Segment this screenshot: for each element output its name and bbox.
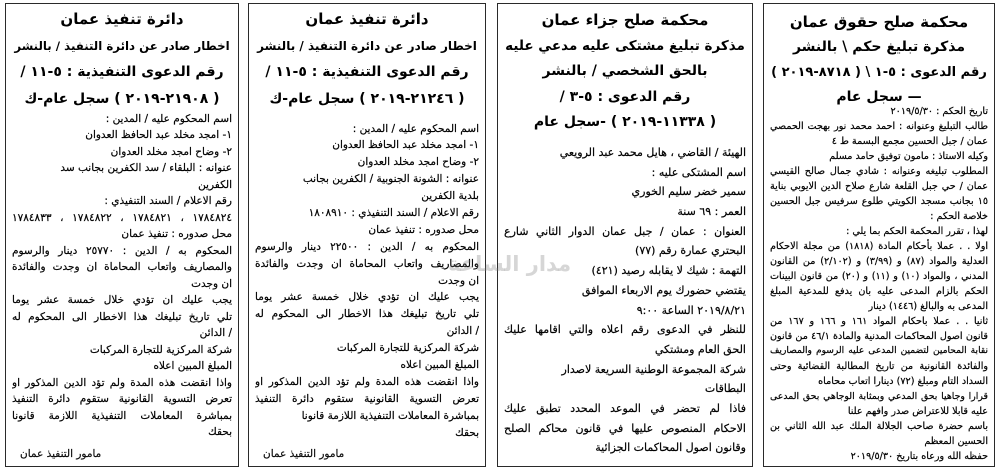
notice-body-line: واذا انقضت هذه المدة ولم تؤد الدين المذكور او <box>12 376 232 389</box>
notice-body-line: الاحكام المنصوص عليها في قانون محاكم الصلح <box>504 421 746 435</box>
notice-body-line: محل صدوره : تنفيذ عمان <box>368 223 479 236</box>
notice-body-line: شركة المركزية للتجارة المركبات <box>89 343 232 356</box>
notice-body-line: تاريخ الحكم : ٢٠١٩/٥/٣٠ <box>890 105 988 117</box>
notice-header-line: محكمة صلح حقوق عمان <box>789 13 969 31</box>
notice-body-line: باسم حضرة صاحب الجلالة الملك عبد الله الثاني بن <box>770 420 988 432</box>
notice-body-line: عمان / حي جبل القلعة شارع صلاح الدين الايوبي بناية <box>770 180 988 192</box>
notice-body-line: طالب التبليغ وعنوانه : احمد محمد نور بهجت الحمصي <box>770 120 988 132</box>
notice-body-line: ١- امجد مخلد عبد الحافظ العدوان <box>85 129 232 142</box>
notice-body-line: اولا . . عملا بأحكام المادة (١٨١٨) من مجلة الاحكام <box>770 240 988 252</box>
notice-body <box>504 143 746 458</box>
notice-body-line: البحتري عمارة رقم (٧٧) <box>635 244 746 258</box>
watermark: مدار الساعة <box>448 252 572 276</box>
notice-body-line: تعرض التسوية القانونية ستقوم دائرة التنفيذ <box>255 392 479 405</box>
notice-body-line: المدني ، والمواد (١٠) و (١١) و (٢٠) من قانون البينات <box>770 270 988 282</box>
notice-body-line: رقم الاعلام / السند التنفيذي : <box>104 195 232 208</box>
notice-body-line: ١٧٨٤٨٢٤ ، ١٧٨٤٨٢١ ، ١٧٨٤٨٢٢ ، ١٧٨٤٨٣٣ <box>12 211 232 224</box>
notice-body-line: المحكوم به / الدين : ٢٥٧٧٠ دينار والرسوم <box>12 244 232 257</box>
notice-body-line: تلي تاريخ تبليغك هذا الاخطار الى المحكوم له <box>255 308 479 321</box>
notice-header <box>504 8 746 136</box>
notice-body-line: ان وجدت <box>191 277 232 290</box>
notice-header <box>255 6 479 112</box>
notice-body-line: الهيئة / القاضي ، هايل محمد عبد الرويعي <box>559 146 746 159</box>
notice-body-line: عنوانه : الشونة الجنوبية / الكفرين بجانب <box>302 173 479 186</box>
notice-body-line: ٢- وضاح امجد مخلد العدوان <box>357 156 479 169</box>
notice-body-line: الحكم بالزام المدعى عليه بان يدفع للمدعية المبلغ <box>770 285 988 297</box>
notice-body-line: عليه قابلا للاعتراض صدر وافهم علنا <box>847 405 988 417</box>
notice-body-line: بلدية الكفرين <box>421 190 479 203</box>
notice-body-line: حفظه الله ورعاه بتاريخ ٢٠١٩/٥/٣٠ <box>850 450 988 462</box>
notice-header <box>770 10 988 110</box>
notice-body-line: رقم الاعلام / السند التنفيذي : ١٨٠٨٩١٠ <box>308 206 479 219</box>
notice-header-line: رقم الدعوى : ٥-٣ / <box>559 88 691 105</box>
notice-header-line: رقم الدعوى التنفيذية : ٥-١١ / <box>265 64 469 80</box>
notice-body-line: يجب عليك ان تؤدي خلال خمسة عشر يوما <box>12 294 232 307</box>
notice-body-line: شركة المجموعة الوطنية السريعة لاصدار <box>561 362 746 376</box>
notice-body-line: قرارا وجاهيا بحق المدعي وبمثابة الوجاهي بحق المدعى <box>770 390 988 402</box>
notice-body-line: اسم المحكوم عليه / المدين : <box>105 112 232 125</box>
notice-criminal-court-summons <box>497 3 753 467</box>
notice-body-line: سمير خضر سليم الخوري <box>631 185 746 199</box>
notice-body-line: ان وجدت <box>438 274 479 287</box>
notice-body-line: بمباشرة المعاملات التنفيذية اللازمة قانونا <box>301 409 479 422</box>
notice-body-line: محل صدوره : تنفيذ عمان <box>121 228 232 241</box>
notice-body-line: عنوانه : البلقاء / سد الكفرين بجانب سد <box>60 162 232 175</box>
notice-execution-department-2 <box>5 3 239 467</box>
notice-body-line: المبلغ المبين اعلاه <box>153 360 232 373</box>
notice-body-line: / الدائن <box>199 327 232 340</box>
notice-body-line: ٢- وضاح امجد مخلد العدوان <box>110 145 232 158</box>
notice-civil-court-judgment <box>763 3 995 467</box>
notice-body-line: والمصاريف واتعاب المحاماة ان وجدت والفائدة <box>255 257 479 270</box>
notice-header-line: بالحق الشخصي / بالنشر <box>542 63 708 79</box>
notice-signature: مامور التنفيذ عمان <box>20 448 102 460</box>
notice-body-line: تعرض التسوية القانونية ستقوم دائرة التنفيذ <box>12 393 232 406</box>
notice-body-line: اسم المشتكى عليه : <box>651 165 746 179</box>
notice-body-line: واذا انقضت هذه المدة ولم تؤد الدين المذكور او <box>255 375 479 388</box>
notice-body-line: المطلوب تبليغه وعنوانه : شادي جمال صالح القيسي <box>770 165 988 177</box>
notice-header-line: مذكرة تبليغ حكم \ بالنشر <box>792 39 966 55</box>
notice-body-line: التهمة : شيك لا يقابله رصيد (٤٢١) <box>591 264 746 278</box>
notice-body-line: المدعى به والبالغ (١٤٤٦) دينار <box>868 300 988 312</box>
notice-header-line: اخطار صادر عن دائرة التنفيذ / بالنشر <box>257 38 477 53</box>
notice-header-line: اخطار صادر عن دائرة التنفيذ / بالنشر <box>14 38 230 53</box>
notice-body-line: شركة المركزية للتجارة المركبات <box>336 342 479 355</box>
notice-header <box>12 6 232 112</box>
notice-body-line: بحقك <box>208 426 232 439</box>
notice-body-line: بحقك <box>455 426 479 439</box>
notice-body-line: الحسين المعظم <box>924 435 988 447</box>
notice-header-line: ( ١١٣٣٨-٢٠١٩ ) -سجل عام <box>533 114 717 130</box>
notice-body-line: والمصاريف واتعاب المحاماة ان وجدت والفائدة <box>12 261 232 274</box>
notice-body-line: والفائدة القانونية من تاريخ المطالبة القضائية وحتى <box>770 360 988 372</box>
notice-header-line: رقم الدعوى التنفيذية : ٥-١١ / <box>20 64 224 80</box>
notice-signature: مامور التنفيذ عمان <box>263 448 345 460</box>
notice-body-line: المحكوم به / الدين : ٢٢٥٠٠ دينار والرسوم <box>255 240 479 253</box>
notice-body-line: ٢٠١٩/٨/٢١ الساعة ٩:٠٠ <box>636 303 746 317</box>
notice-body-line: يجب عليك ان تؤدي خلال خمسة عشر يوما <box>255 291 479 304</box>
notice-body-line: العنوان : عمان / جبل عمان الدوار الثاني شارع <box>504 224 746 238</box>
notice-header-line: محكمة صلح جزاء عمان <box>541 11 709 29</box>
notice-body-line: العمر : ٦٩ سنة <box>677 205 746 219</box>
notice-header-line: دائرة تنفيذ عمان <box>305 10 429 28</box>
notice-body <box>770 104 988 464</box>
notice-body-line: وكيله الاستاذ : مامون توفيق حامد مسلم <box>829 150 988 162</box>
notice-header-line: ( ٢١٩٠٨-٢٠١٩ ) سجل عام-ك <box>24 90 220 107</box>
notice-body-line: يقتضي حضورك يوم الاربعاء الموافق <box>581 283 746 297</box>
notice-body-line: فاذا لم تحضر في الموعد المحدد تطبق عليك <box>504 401 746 415</box>
notice-header-line: مذكرة تبليغ مشتكى عليه مدعي عليه <box>505 37 745 54</box>
notice-body-line: نقابة المحامين لتضمين المدعى عليه الرسوم والمصاريف <box>770 345 988 356</box>
notice-header-line: رقم الدعوى : ٥-١ \ ( ٨٧١٨-٢٠١٩ ) <box>771 65 987 80</box>
notice-body-line: عمان / جبل الحسين مجمع البسمة ط ٤ <box>831 135 988 147</box>
notice-execution-department-1 <box>248 3 486 467</box>
notice-body-line: للنظر في الدعوى رقم اعلاه والتي اقامها عليك <box>504 323 746 337</box>
notice-body-line: الحق العام ومشتكي <box>654 342 746 356</box>
notice-body-line: خلاصة الحكم : <box>930 210 988 222</box>
notice-body-line: / الدائن <box>446 325 479 338</box>
notice-body-line: البطاقات <box>704 382 746 396</box>
notice-body-line: لهذا ، تقرر المحكمة الحكم بما يلي : <box>846 225 988 237</box>
notice-body-line: المبلغ المبين اعلاه <box>400 358 479 371</box>
notice-header-line: ( ٢١٢٤٦-٢٠١٩ ) سجل عام-ك <box>269 90 465 107</box>
notice-body-line: العدلية والمواد (٨٧) و (٣/٩٩) و (٢/١٠٢) من القانون <box>770 255 988 267</box>
notice-body-line: ١- امجد مخلد عبد الحافظ العدوان <box>332 139 479 152</box>
notice-body <box>12 111 232 441</box>
notice-header-line: — سجل عام <box>836 89 922 105</box>
notice-body-line: بمباشرة المعاملات التنفيذية اللازمة قانونا <box>12 409 232 422</box>
notice-body-line: قانون اصول المحاكمات المدنية والمادة ٤٦/١ من قانون <box>770 330 988 342</box>
notice-body-line: السداد التام ومبلغ (٧٢) دينارا اتعاب محاماه <box>818 375 988 387</box>
notice-body-line: ثانيا . . عملا باحكام المواد ١٦١ و ١٦٦ و ١٦٧ من <box>770 315 988 327</box>
notice-body-line: الكفرين <box>198 178 232 191</box>
notice-body-line: ١٥ بجانب مسجد الكويتي طلوع سرفيس جبل الحسين <box>770 195 988 207</box>
notice-body-line: اسم المحكوم عليه / المدين : <box>352 122 479 135</box>
notice-body <box>255 121 479 442</box>
notice-header-line: دائرة تنفيذ عمان <box>60 10 184 28</box>
notice-body-line: وقانون اصول المحاكمات الجزائية <box>595 441 746 455</box>
notice-body-line: تلي تاريخ تبليغك هذا الاخطار الى المحكوم له <box>12 310 232 323</box>
